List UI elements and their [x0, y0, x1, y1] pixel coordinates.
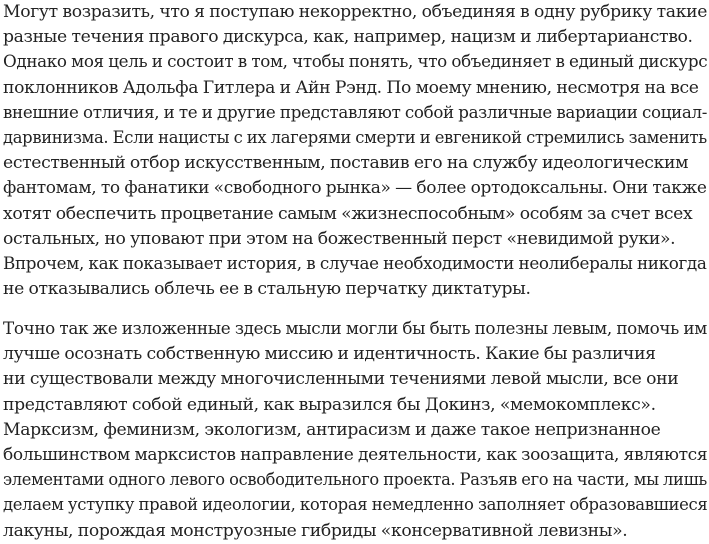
text-line: остальных, но уповают при этом на божественный перст «невидимой руки». — [3, 228, 676, 249]
paragraph-2 — [3, 317, 709, 544]
text-line: лучше осознать собственную миссию и идентичность. Какие бы различия — [3, 344, 656, 365]
text-line: большинством марксистов направление деятельности, как зоозащита, являются — [3, 444, 708, 465]
paragraph-1 — [3, 0, 709, 302]
text-line: естественный отбор искусственным, поставив его на службу идеологическим — [3, 153, 689, 174]
text-line: хотят обеспечить процветание самым «жизнеспособным» особям за счет всех — [3, 203, 693, 224]
text-line: фантомам, то фанатики «свободного рынка» — более ортодоксальны. Они также — [3, 178, 707, 199]
text-line: Впрочем, как показывает история, в случае необходимости неолибералы никогда — [3, 253, 707, 274]
text-line: Могут возразить, что я поступаю некорректно, объединяя в одну рубрику такие — [3, 2, 708, 22]
text-line: поклонников Адольфа Гитлера и Айн Рэнд. По моему мнению, несмотря на все — [3, 77, 699, 98]
text-line: разные течения правого дискурса, как, например, нацизм и либертарианство. — [3, 27, 693, 48]
text-line: дарвинизма. Если нацисты с их лагерями смерти и евгеникой стремились заменить — [3, 127, 707, 148]
text-line: ни существовали между многочисленными течениями левой мысли, все они — [3, 369, 679, 390]
text-line: лакуны, порождая монструозные гибриды «консервативной левизны». — [3, 520, 628, 541]
text-line: элементами одного левого освободительного проекта. Разъяв его на части, мы лишь — [3, 470, 707, 491]
text-line: внешние отличия, и те и другие представляют собой различные вариации социал- — [3, 102, 708, 123]
text-line: Однако моя цель и состоит в том, чтобы понять, что объединяет в единый дискурс — [3, 52, 708, 73]
text-line: представляют собой единый, как выразился бы Докинз, «мемокомплекс». — [3, 394, 656, 415]
text-line: делаем уступку правой идеологии, которая немедленно заполняет образовавшиеся — [3, 495, 708, 516]
text-line: Точно так же изложенные здесь мысли могли бы быть полезны левым, помочь им — [3, 319, 707, 339]
text-line: Марксизм, феминизм, экологизм, антирасизм и даже такое непризнанное — [3, 419, 661, 440]
text-line: не отказывались облечь ее в стальную перчатку диктатуры. — [3, 279, 531, 300]
